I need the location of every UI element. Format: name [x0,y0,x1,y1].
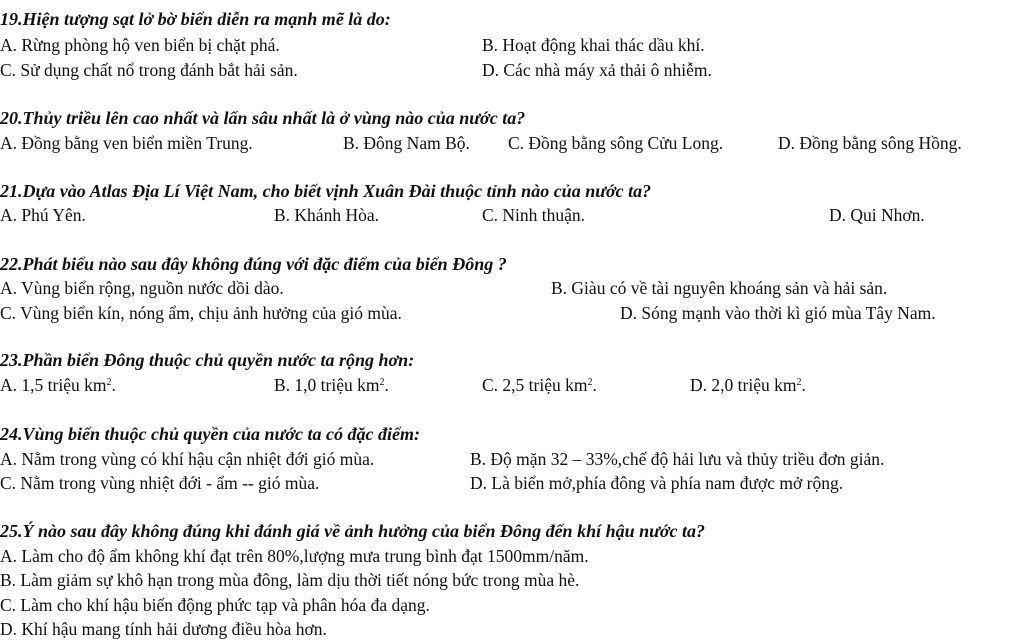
answer-option: B. Đông Nam Bộ. [343,133,470,153]
answer-option: C. Làm cho khí hậu biến động phức tạp và phân hóa đa dạng. [0,595,430,615]
question-title: 23.Phần biển Đông thuộc chủ quyền nước ta rộng hơn: [0,350,415,370]
answer-option: B. Làm giảm sự khô hạn trong mùa đông, làm dịu thời tiết nóng bức trong mùa hè. [0,570,580,590]
answer-option: A. Rừng phòng hộ ven biển bị chặt phá. [0,35,280,55]
answer-option: B. Khánh Hòa. [274,205,379,225]
answer-option: C. Sử dụng chất nổ trong đánh bắt hải sản. [0,60,298,80]
question-title: 22.Phát biểu nào sau đây không đúng với đặc điểm của biển Đông ? [0,254,507,274]
question-title: 24.Vùng biển thuộc chủ quyền của nước ta có đặc điểm: [0,424,420,444]
answer-option: D. Khí hậu mang tính hải dương điều hòa hơn. [0,619,327,639]
answer-option: A. Làm cho độ ẩm không khí đạt trên 80%,lượng mưa trung bình đạt 1500mm/năm. [0,546,589,566]
answer-option: D. Là biển mở,phía đông và phía nam được mở rộng. [470,473,844,493]
question-title: 21.Dựa vào Atlas Địa Lí Việt Nam, cho biết vịnh Xuân Đài thuộc tỉnh nào của nước ta? [0,181,652,201]
question-title: 19.Hiện tượng sạt lở bờ biển diễn ra mạnh mẽ là do: [0,9,391,29]
answer-option: B. 1,0 triệu $km^2$. [274,375,389,395]
answer-option: B. Độ mặn 32 – 33%,chế độ hải lưu và thủy triều đơn giản. [470,449,885,469]
answer-option: C. Vùng biển kín, nóng ẩm, chịu ảnh hưởng của gió mùa. [0,303,402,323]
answer-option: A. Phú Yên. [0,205,86,225]
answer-option: B. Hoạt động khai thác dầu khí. [482,35,705,55]
answer-option: A. 1,5 triệu $km^2$. [0,375,116,395]
answer-option: D. Qui Nhơn. [829,205,925,225]
answer-option: A. Vùng biển rộng, nguồn nước dồi dào. [0,278,284,298]
answer-option: B. Giàu có về tài nguyên khoáng sản và hải sản. [551,278,888,298]
answer-option: C. Nằm trong vùng nhiệt đới - ẩm -- gió mùa. [0,473,320,493]
question-title: 25.Ý nào sau đây không đúng khi đánh giá về ảnh hưởng của biển Đông đến khí hậu nước ta? [0,521,706,541]
answer-option: C. Ninh thuận. [482,205,586,225]
answer-option: A. Nằm trong vùng có khí hậu cận nhiệt đới gió mùa. [0,449,375,469]
answer-option: D. 2,0 triệu $km^2$. [690,375,806,395]
answer-option: C. Đồng bằng sông Cửu Long. [508,133,724,153]
question-title: 20.Thủy triều lên cao nhất và lấn sâu nhất là ở vùng nào của nước ta? [0,108,526,128]
answer-option: D. Sóng mạnh vào thời kì gió mùa Tây Nam. [620,303,936,323]
answer-option: A. Đồng bằng ven biển miền Trung. [0,133,253,153]
answer-option: D. Các nhà máy xả thải ô nhiễm. [482,60,712,80]
answer-option: C. 2,5 triệu $km^2$. [482,375,597,395]
answer-option: D. Đồng bằng sông Hồng. [778,133,962,153]
